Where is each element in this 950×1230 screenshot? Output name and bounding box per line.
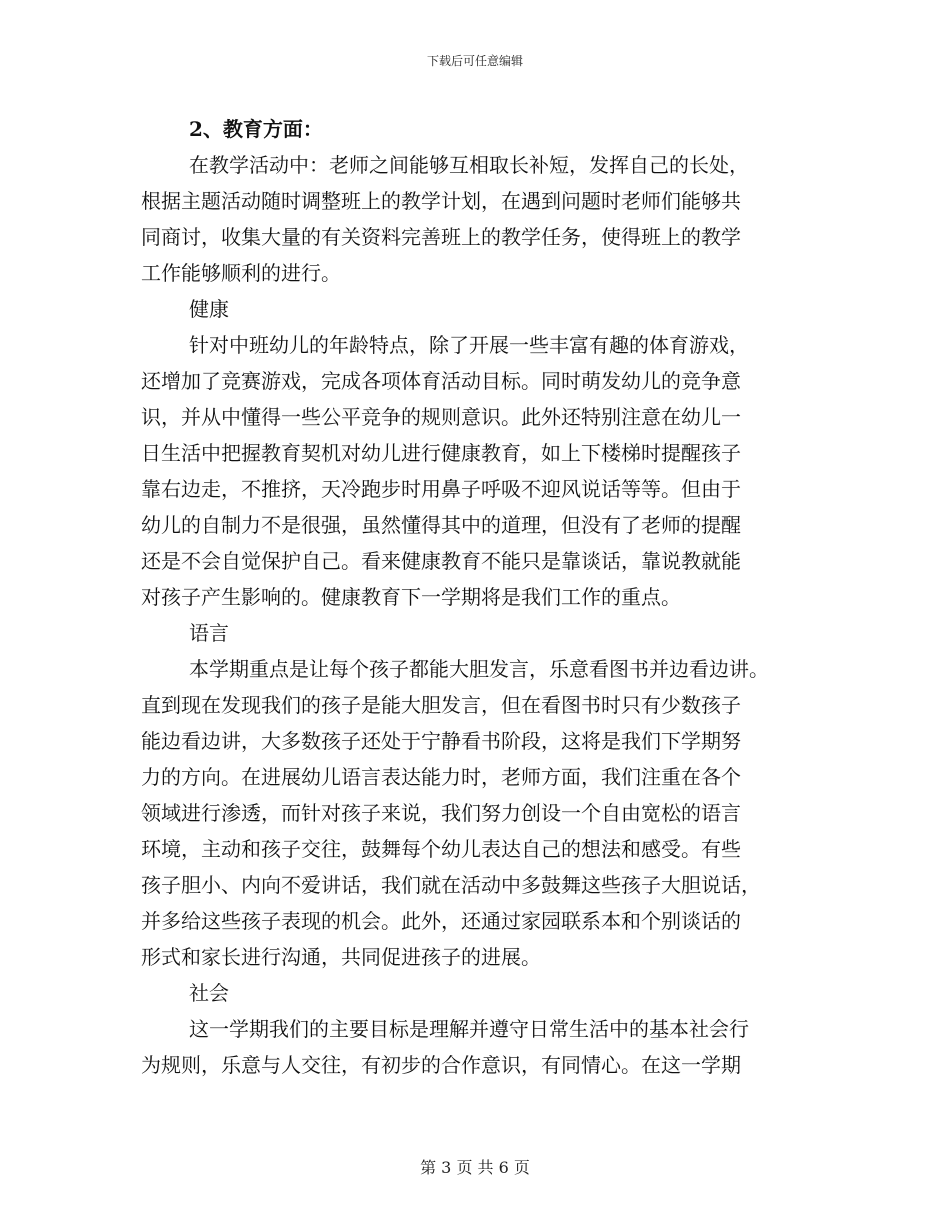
section-title: 2、教育方面： (189, 117, 323, 141)
social-paragraph (141, 1011, 811, 1083)
paragraph-line: 还是不会自觉保护自己。看来健康教育不能只是靠谈话，靠说教就能 (141, 549, 741, 573)
language-heading: 语言 (189, 621, 229, 645)
page-header-note: 下载后可任意编辑 (426, 54, 523, 68)
paragraph-line: 幼儿的自制力不是很强，虽然懂得其中的道理，但没有了老师的提醒 (141, 513, 741, 537)
social-heading: 社会 (189, 981, 229, 1005)
paragraph-line: 针对中班幼儿的年龄特点，除了开展一些丰富有趣的体育游戏， (189, 333, 749, 357)
paragraph-line: 靠右边走，不推挤，天冷跑步时用鼻子呼吸不迎风说话等等。但由于 (141, 477, 741, 501)
paragraph-line: 能边看边讲，大多数孩子还处于宁静看书阶段，这将是我们下学期努 (141, 729, 741, 753)
health-heading: 健康 (189, 297, 229, 321)
paragraph-line: 这一学期我们的主要目标是理解并遵守日常生活中的基本社会行 (189, 1017, 749, 1041)
paragraph-line: 根据主题活动随时调整班上的教学计划，在遇到问题时老师们能够共 (141, 189, 741, 213)
paragraph-line: 直到现在发现我们的孩子是能大胆发言，但在看图书时只有少数孩子 (141, 693, 741, 717)
language-paragraph (141, 651, 811, 975)
paragraph-line: 对孩子产生影响的。健康教育下一学期将是我们工作的重点。 (141, 585, 681, 609)
paragraph-line: 力的方向。在进展幼儿语言表达能力时，老师方面，我们注重在各个 (141, 765, 741, 789)
paragraph-line: 日生活中把握教育契机对幼儿进行健康教育，如上下楼梯时提醒孩子 (141, 441, 741, 465)
paragraph-line: 在教学活动中：老师之间能够互相取长补短，发挥自己的长处， (189, 153, 749, 177)
paragraph-line: 本学期重点是让每个孩子都能大胆发言，乐意看图书并边看边讲。 (189, 657, 769, 681)
intro-paragraph (141, 147, 811, 291)
paragraph-line: 工作能够顺利的进行。 (141, 261, 341, 285)
paragraph-line: 孩子胆小、内向不爱讲话，我们就在活动中多鼓舞这些孩子大胆说话， (141, 873, 761, 897)
paragraph-line: 并多给这些孩子表现的机会。此外，还通过家园联系本和个别谈话的 (141, 909, 741, 933)
paragraph-line: 环境，主动和孩子交往，鼓舞每个幼儿表达自己的想法和感受。有些 (141, 837, 741, 861)
paragraph-line: 为规则，乐意与人交往，有初步的合作意识，有同情心。在这一学期 (141, 1053, 741, 1077)
page-number: 第 3 页 共 6 页 (420, 1158, 530, 1177)
document-body (141, 111, 811, 1083)
paragraph-line: 领域进行渗透，而针对孩子来说，我们努力创设一个自由宽松的语言 (141, 801, 741, 825)
paragraph-line: 形式和家长进行沟通，共同促进孩子的进展。 (141, 945, 541, 969)
paragraph-line: 还增加了竞赛游戏，完成各项体育活动目标。同时萌发幼儿的竞争意 (141, 369, 741, 393)
paragraph-line: 同商讨，收集大量的有关资料完善班上的教学任务，使得班上的教学 (141, 225, 741, 249)
paragraph-line: 识，并从中懂得一些公平竞争的规则意识。此外还特别注意在幼儿一 (141, 405, 741, 429)
health-paragraph (141, 327, 811, 615)
